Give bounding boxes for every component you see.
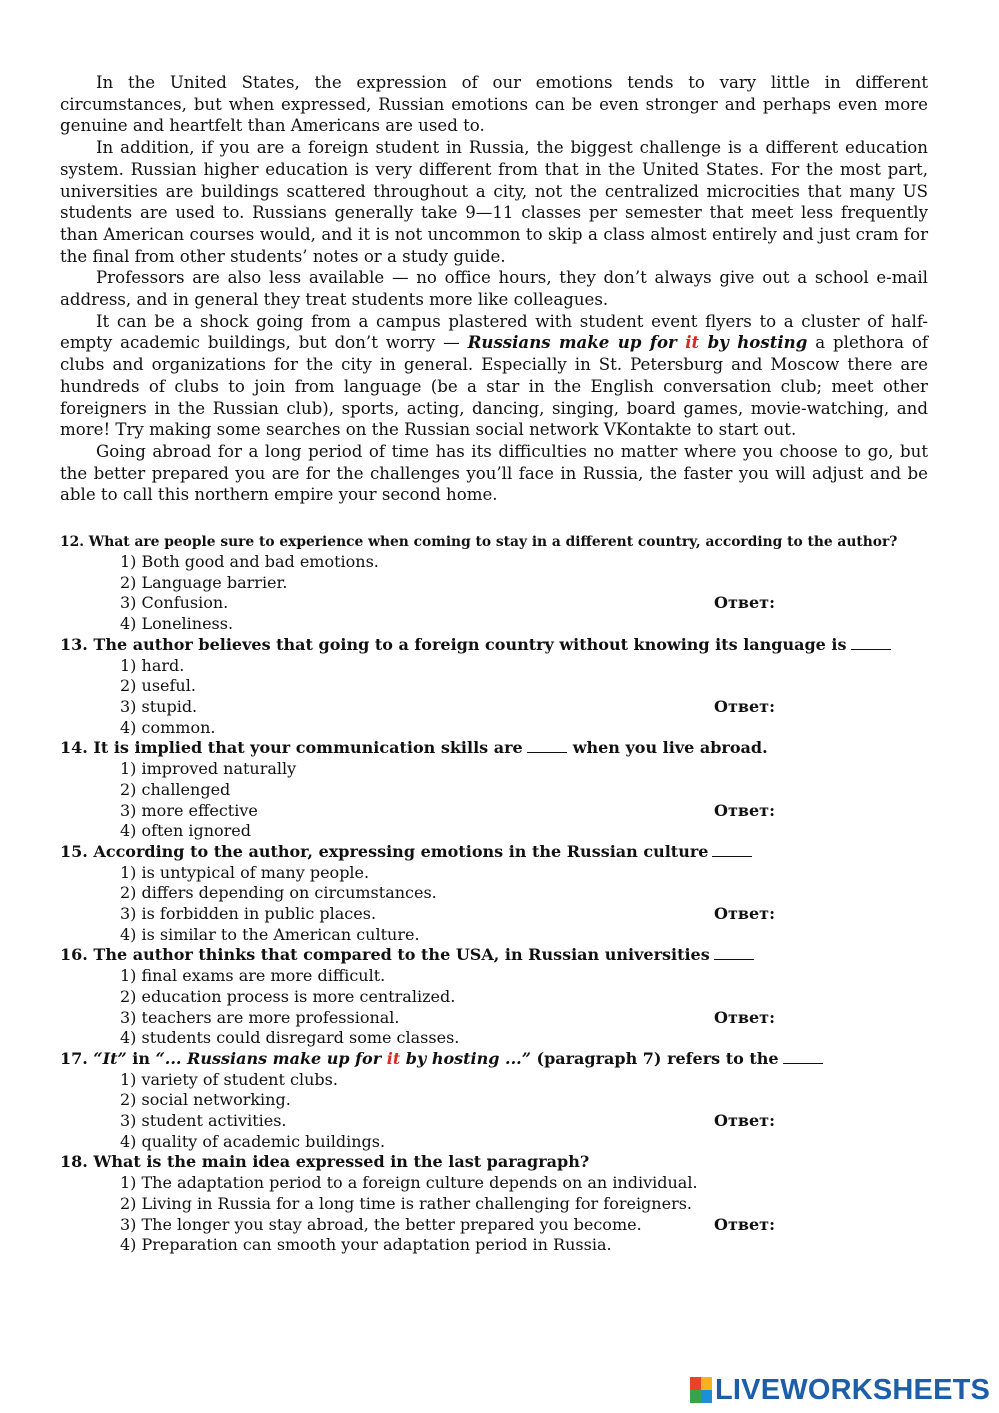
question-18-answer-label[interactable]: Ответ: (714, 1214, 775, 1234)
paragraph-emotions: In the United States, the expression of our emotions tends to vary little in different circumstances, but when expressed, Russian emotions can be even stronger and perhaps even more genuine and heartfelt than Americans are used to. (60, 73, 928, 136)
question-13-option-4[interactable]: 4) common. (120, 717, 216, 737)
liveworksheets-logo (690, 1370, 990, 1410)
question-17-blank (783, 1051, 823, 1064)
question-14-option-3[interactable]: 3) more effective Ответ: (120, 800, 775, 820)
logo-tile (690, 1390, 701, 1403)
question-18-option-4[interactable]: 4) Preparation can smooth your adaptation period in Russia. (120, 1235, 612, 1255)
question-15-option-3[interactable]: 3) is forbidden in public places. Ответ: (120, 904, 775, 924)
question-16-option-3[interactable]: 3) teachers are more professional. Ответ: (120, 1007, 775, 1027)
question-16-option-1[interactable]: 1) final exams are more difficult. (120, 966, 386, 986)
question-17-stem: 17. “It” in “... Russians make up for it by hosting ...” (paragraph 7) refers to the (60, 1049, 928, 1070)
question-18-option-2[interactable]: 2) Living in Russia for a long time is rather challenging for foreigners. (120, 1193, 693, 1213)
question-15-answer-label[interactable]: Ответ: (714, 904, 775, 924)
question-13-stem: 13. The author believes that going to a foreign country without knowing its language is (60, 635, 928, 656)
paragraph-clubs: It can be a shock going from a campus plastered with student event flyers to a cluster of half-empty academic buildings, but don’t worry — Russians make up for it by hosting a plethora of clubs and organizations for the city in general. Especially in St. Petersburg and Moscow there are hundreds of clubs to join from language (be a star in the English conversation club; meet other foreigners in the Russian club), sports, acting, dancing, singing, board games, movie-watching, and more! Try making some searches on the Russian social network VKontakte to start out. (60, 311, 928, 440)
liveworksheets-tiles-icon (690, 1377, 712, 1403)
question-14-answer-label[interactable]: Ответ: (714, 800, 775, 820)
question-13-answer-label[interactable]: Ответ: (714, 696, 775, 716)
question-13-option-2[interactable]: 2) useful. (120, 676, 196, 696)
question-17-option-2[interactable]: 2) social networking. (120, 1090, 291, 1110)
question-12-answer-label[interactable]: Ответ: (714, 593, 775, 613)
question-17-answer-label[interactable]: Ответ: (714, 1111, 775, 1131)
question-17-option-3[interactable]: 3) student activities. Ответ: (120, 1111, 775, 1131)
question-15-blank (712, 844, 752, 857)
paragraph-education: In addition, if you are a foreign student in Russia, the biggest challenge is a different education system. Russian higher education is very different from that in the United States. For the most part, universities are buildings scattered throughout a city, not the centralized microcities that many US students are used to. Russians generally take 9—11 classes per semester that meet less frequently than American courses would, and it is not uncommon to skip a class almost entirely and just cram for the final from other students’ notes or a study guide. (60, 138, 928, 266)
question-17-option-4[interactable]: 4) quality of academic buildings. (120, 1131, 386, 1151)
worksheet-page (60, 72, 928, 1256)
question-14-option-4[interactable]: 4) often ignored (120, 821, 252, 841)
question-12-option-3[interactable]: 3) Confusion. Ответ: (120, 593, 775, 613)
question-12-option-2[interactable]: 2) Language barrier. (120, 572, 288, 592)
question-15-stem: 15. According to the author, expressing emotions in the Russian culture (60, 842, 928, 863)
question-18-stem: 18. What is the main idea expressed in the last paragraph? (60, 1152, 590, 1172)
question-14-option-1[interactable]: 1) improved naturally (120, 759, 297, 779)
question-13-blank (851, 637, 891, 650)
question-12-option-4[interactable]: 4) Loneliness. (120, 614, 234, 634)
paragraph-professors: Professors are also less available — no office hours, they don’t always give out a school e-mail address, and in general they treat students more like colleagues. (60, 268, 928, 310)
logo-text: LIVEWORKSHEETS (715, 1373, 991, 1406)
question-16-stem: 16. The author thinks that compared to the USA, in Russian universities (60, 945, 928, 966)
question-16-option-4[interactable]: 4) students could disregard some classes. (120, 1028, 460, 1048)
questions-section (60, 532, 928, 1256)
question-18-option-3[interactable]: 3) The longer you stay abroad, the better prepared you become. Ответ: (120, 1214, 775, 1234)
logo-tile (690, 1377, 701, 1390)
question-13-option-3[interactable]: 3) stupid. Ответ: (120, 696, 775, 716)
question-13-option-1[interactable]: 1) hard. (120, 655, 185, 675)
question-14-stem: 14. It is implied that your communication skills are when you live abroad. (60, 738, 768, 758)
question-15-option-4[interactable]: 4) is similar to the American culture. (120, 924, 420, 944)
question-17-option-1[interactable]: 1) variety of student clubs. (120, 1069, 338, 1089)
question-15-option-2[interactable]: 2) differs depending on circumstances. (120, 883, 437, 903)
question-16-answer-label[interactable]: Ответ: (714, 1007, 775, 1027)
logo-tile (701, 1390, 712, 1403)
question-14-option-2[interactable]: 2) challenged (120, 779, 231, 799)
question-18-option-1[interactable]: 1) The adaptation period to a foreign culture depends on an individual. (120, 1173, 698, 1193)
question-14-blank (527, 740, 567, 753)
question-15-option-1[interactable]: 1) is untypical of many people. (120, 862, 370, 882)
question-16-blank (714, 947, 754, 960)
question-12-stem: 12. What are people sure to experience when coming to stay in a different country, according to the author? (60, 534, 898, 551)
question-12-option-1[interactable]: 1) Both good and bad emotions. (120, 552, 379, 572)
paragraph-conclusion: Going abroad for a long period of time has its difficulties no matter where you choose to go, but the better prepared you are for the challenges you’ll face in Russia, the faster you will adjust and be able to call this northern empire your second home. (60, 441, 928, 505)
question-16-option-2[interactable]: 2) education process is more centralized. (120, 986, 456, 1006)
logo-tile (701, 1377, 712, 1390)
